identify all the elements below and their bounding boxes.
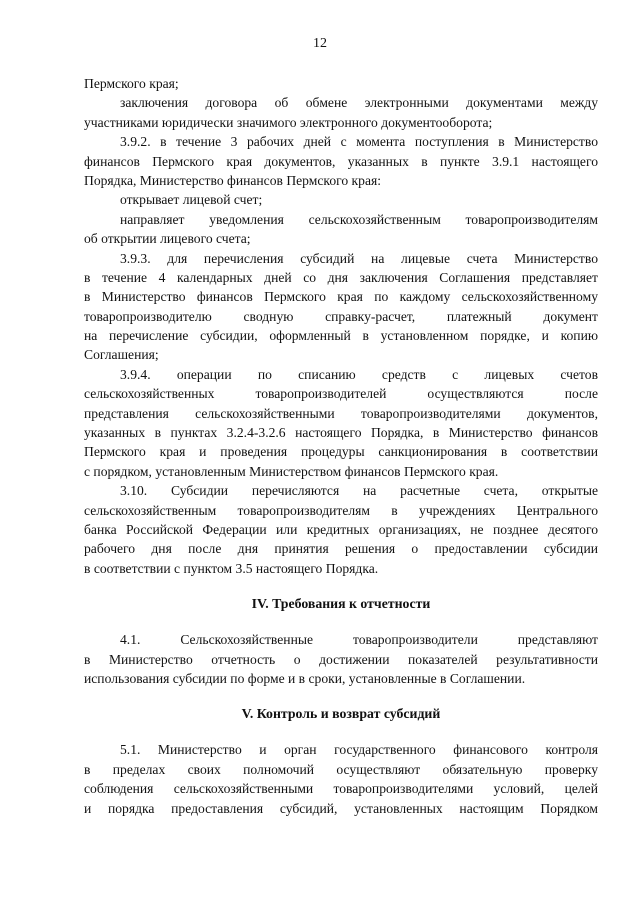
text-line: соблюдения сельскохозяйственными товаропроизводителями условий, целей xyxy=(84,781,598,797)
text-line: 3.10. Субсидии перечисляются на расчетные счета, открытые xyxy=(120,483,598,499)
text-line: сельскохозяйственных товаропроизводителей осуществляются после xyxy=(84,386,598,402)
text-line: направляет уведомления сельскохозяйственным товаропроизводителям xyxy=(120,211,598,227)
paragraph-block-5-1 xyxy=(84,740,598,818)
text-line: указанных в пунктах 3.2.4-3.2.6 настоящего Порядка, в Министерство финансов xyxy=(84,425,598,441)
text-line: в Министерство финансов Пермского края по каждому сельскохозяйственному xyxy=(84,289,598,305)
text-line: сельскохозяйственным товаропроизводителям в учреждениях Центрального xyxy=(84,502,598,518)
paragraph-block-3-9 xyxy=(84,74,598,578)
page-number: 12 xyxy=(313,36,327,51)
text-line: об открытии лицевого счета; xyxy=(84,231,251,247)
text-line: с порядком, установленным Министерством финансов Пермского края. xyxy=(84,463,499,479)
text-line: заключения договора об обмене электронными документами между xyxy=(120,95,598,111)
text-line: Порядка, Министерство финансов Пермского края: xyxy=(84,172,382,188)
text-line: в соответствии с пунктом 3.5 настоящего Порядка. xyxy=(84,560,379,576)
text-line: в Министерство отчетность о достижении показателей результативности xyxy=(84,651,598,667)
text-line: использования субсидии по форме и в сроки, установленные в Соглашении. xyxy=(84,670,526,686)
document-body xyxy=(84,74,598,818)
text-line: в течение 4 календарных дней со дня заключения Соглашения представляет xyxy=(84,269,598,285)
text-line: и порядка предоставления субсидий, установленных настоящим Порядком xyxy=(84,800,598,816)
text-line: участниками юридически значимого электронного документооборота; xyxy=(84,114,493,130)
text-line: 3.9.4. операции по списанию средств с лицевых счетов xyxy=(120,366,598,382)
text-line: Соглашения; xyxy=(84,347,159,363)
text-line: 3.9.3. для перечисления субсидий на лицевые счета Министерство xyxy=(120,250,598,266)
text-line: Пермского края; xyxy=(84,76,179,91)
text-line: рабочего дня после дня принятия решения о предоставлении субсидии xyxy=(84,541,598,557)
text-line: 4.1. Сельскохозяйственные товаропроизводители представляют xyxy=(120,632,598,648)
paragraph-block-4-1 xyxy=(84,630,598,688)
text-line: финансов Пермского края документов, указанных в пункте 3.9.1 настоящего xyxy=(84,153,598,169)
text-line: Пермского края и проведения процедуры санкционирования в соответствии xyxy=(84,444,598,460)
section-heading-v: V. Контроль и возврат субсидий xyxy=(241,706,441,722)
text-line: 5.1. Министерство и орган государственного финансового контроля xyxy=(120,742,598,758)
section-heading-iv: IV. Требования к отчетности xyxy=(251,596,431,612)
text-line: 3.9.2. в течение 3 рабочих дней с момента поступления в Министерство xyxy=(120,134,598,150)
text-line: на перечисление субсидии, оформленный в установленном порядке, и копию xyxy=(84,328,598,344)
text-line: банка Российской Федерации или кредитных организациях, не позднее десятого xyxy=(84,521,598,537)
text-line: товаропроизводителю сводную справку-расчет, платежный документ xyxy=(84,308,598,324)
text-line: в пределах своих полномочий осуществляют обязательную проверку xyxy=(84,761,598,777)
text-line: представления сельскохозяйственными товаропроизводителями документов, xyxy=(84,405,598,421)
text-line: открывает лицевой счет; xyxy=(120,192,263,208)
